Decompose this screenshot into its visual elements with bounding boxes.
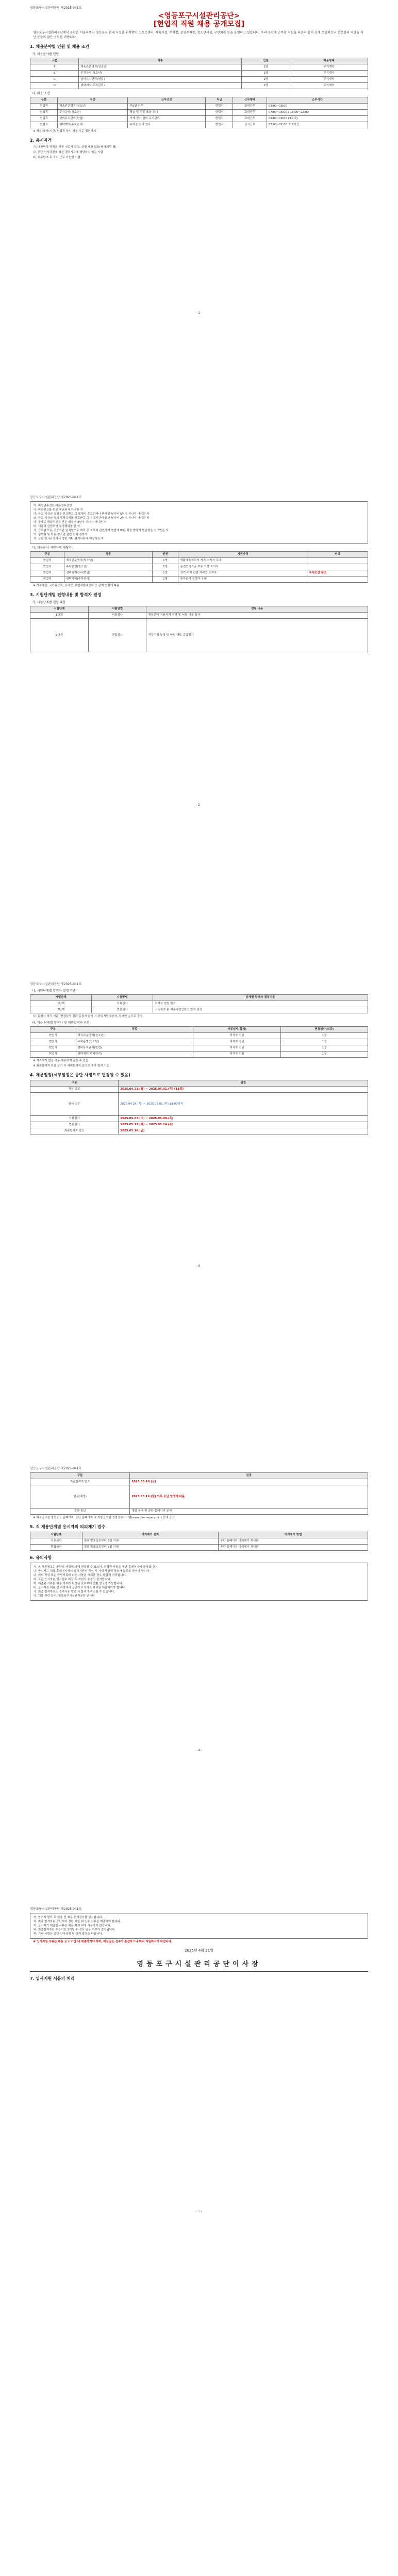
schedule-table: 구분 일정 채용 공고 2025.04.21.(월) ~ 2025.05.01.(목) [11일] 원서 접수 2025.04.24.(목) ~ 2025.05.01.(목) 18:00까지 서류심사 2025.05.07.(수) ~ 2025.05.08.(목) 면접심사 2025.05.13.(화) ~ 2025.05.14.(수) 최종합격자 발표 2025.05.16.(금) <box>30 1080 368 1134</box>
table-row: 서류심사 결과 발표일로부터 3일 이내 공단 홈페이지 이의제기 게시판 <box>30 1538 368 1545</box>
note: ※ 채용공고는 영등포구 홈페이지, 공단 홈페이지 및 지방공기업 경영정보시스템(www.cleaneye.go.kr) 등에 공고 <box>33 1516 175 1519</box>
list-item: 파. 기타 사항은 공단 인사규정 및 관계 법령을 따릅니다. <box>34 1933 103 1936</box>
table-row: 현업직 위탁계약(주차관리) 주차장 관리 업무 현업직 상시근무 07:00~22:00 중 8시간 <box>30 122 368 128</box>
list-item: 라. 금고 이상의 형의 집행유예를 선고받고 그 유예기간이 끝난 날부터 2년이 지나지 아니한 자 <box>34 517 150 520</box>
list-item: 나. 파산선고를 받고 복권되지 아니한 자 <box>34 509 83 512</box>
section-1-heading <box>30 44 368 49</box>
caution-list <box>30 1563 368 1601</box>
schedule-table-continued: 구분 일정 최종합격자 발표 2025.05.16.(금) 임용(예정) 2025.05.19.(월) 이후 공단 일정에 따름 결과 통보 개별 문자 및 공단 홈페이지 공지 <box>30 1472 368 1515</box>
section-2-heading: 2. 응시자격 <box>30 138 52 143</box>
table-header: 직종 <box>79 58 242 64</box>
table-row: 면접심사 2025.05.13.(화) ~ 2025.05.14.(수) <box>30 1122 368 1128</box>
table-row: 1단계 서류심사 채용분야 지원자격 적격 및 서류 내용 심사 <box>30 613 368 619</box>
recruitment-table <box>30 58 368 89</box>
table-row: 면접심사 결과 발표일로부터 3일 이내 공단 홈페이지 이의제기 게시판 <box>30 1545 368 1551</box>
table-row: 현업직 설비유지관리(현업) 1명 전기·기계 관련 자격증 소지자 우대조건 참조 <box>30 570 368 577</box>
running-header: 영등포구시설관리공단 제2025-041호 <box>30 6 82 10</box>
subsection-1-1: 가. 채용분야별 인원 <box>32 53 59 56</box>
list-item: 나. 응시자는 채용 홈페이지에서 입사지원서 작성 시 기재 사항에 착오가 없도록 하여야 합니다. <box>34 1570 151 1573</box>
table-row: C 설비유지관리(현업) 1명 무기계약 <box>30 77 368 83</box>
page-number: - 3 - <box>196 1264 202 1268</box>
pass-criteria-table: 시험단계 시험방법 단계별 합격자 결정기준 1단계 서류심사 적격자 전원 합격 2단계 면접심사 고득점자 순 채용예정인원의 합격 결정 <box>30 994 368 1013</box>
section-7-heading: 7. 입사지원 서류의 처리 <box>30 1976 75 1981</box>
table-row: 현업직 체육관운영직(청소년) 적격자 전원 1명 <box>30 1033 368 1039</box>
list-item: 자. 공단 인사규정에서 정한 기타 결격사유에 해당하는 자 <box>34 537 104 540</box>
page-number: - 4 - <box>196 1749 202 1752</box>
table-row: 원서 접수 2025.04.24.(목) ~ 2025.05.01.(목) 18:00까지 <box>30 1093 368 1116</box>
table-row: 채용 공고 2025.04.21.(월) ~ 2025.05.01.(목) [11일] <box>30 1087 368 1093</box>
table-row: 최종합격자 발표 2025.05.16.(금) <box>30 1128 368 1134</box>
document-page-5 <box>30 1906 368 2215</box>
screening-table: 시험단계 시험방법 전형 내용 1단계 서류심사 채용분야 지원자격 적격 및 서류 내용 심사 2단계 면접심사 직무수행 능력 및 인성·태도 종합평가 <box>30 606 368 652</box>
objection-table: 시험단계 이의제기 절차 이의제기 방법 서류심사 결과 발표일로부터 3일 이내 공단 홈페이지 이의제기 게시판 면접심사 결과 발표일로부터 3일 이내 공단 홈페이지 이의제기 게시판 <box>30 1532 368 1551</box>
stage-count-table: 구분 직종 서류심사(합격) 면접심사(최종) 현업직 체육관운영직(청소년) 적격자 전원 1명 현업직 주차운영(청소년) 적격자 전원 1명 현업직 설비유지관리(현업) 적격자 전원 1명 현업직 위탁계약(주차관리) 적격자 전원 1명 <box>30 1026 368 1058</box>
page-number: - 5 - <box>196 2210 202 2213</box>
table-row: 현업직 설비유지관리(현업) 적격자 전원 1명 <box>30 1045 368 1052</box>
table-row: 현업직 주차운영(청소년) 평일 및 주말 포함 교대 현업직 교대근무 07:00~16:00 / 13:00~22:00 <box>30 110 368 116</box>
highlight-note: ※ 입사지원 서류는 채용 공고 기간 내 제출하여야 하며, 마감일은 접수가 혼잡하오니 미리 지원하시기 바랍니다. <box>33 1940 173 1943</box>
list-item: 마. 제출된 서류는 채용 여부가 확정된 날로부터 반환 청구가 가능합니다. <box>34 1582 123 1585</box>
note: ※ 채용(계약)기간: 현업직 상시 채용 기준 정년까지 <box>33 130 96 133</box>
subsection: 가. 시험단계별 전형 내용 <box>32 601 66 604</box>
document-page-3 <box>30 981 368 1270</box>
note: ※ 적격자가 없을 경우 채용하지 않을 수 있음 <box>33 1059 89 1062</box>
disqualification-list <box>30 501 368 544</box>
table-row: 결과 통보 개별 문자 및 공단 홈페이지 공지 <box>30 1509 368 1515</box>
note: ※ 가점대상: 국가유공자, 장애인, 취업지원대상자 등 관계 법령에 따름 <box>33 584 120 587</box>
title-line-1: <영등포구시설관리공단> <box>158 12 240 20</box>
note: 다. 동점자 처리 기준: 면접심사 결과 동점자 발생 시 취업지원대상자, 장애인 순으로 결정 <box>33 1015 143 1018</box>
list-item: 차. 최종 합격자는 공단에서 정한 기한 내 임용 서류를 제출해야 합니다. <box>34 1920 121 1923</box>
list-item: 바. 채용과 관련하여 부정행위를 한 자 <box>34 525 80 528</box>
table-row: 2단계 면접심사 고득점자 순 채용예정인원의 합격 결정 <box>30 1007 368 1013</box>
table-header: 인원 <box>241 58 290 64</box>
section-number: 1. <box>30 44 35 49</box>
section-3-heading: 3. 시험단계별 전형내용 및 합격자 결정 <box>30 592 102 597</box>
issue-date: 2025년 4월 21일 <box>185 1948 213 1953</box>
conditions-table: 구분 직종 근무조건 직급 근무형태 근무시간 현업직 체육관운영직(청소년) 주5일 근무 현업직 교대근무 09:00~18:00 현업직 주차운영(청소년) 평일 및 주말 포함 교대 현업직 교대근무 07:00~16:00 / 13:00~22:00 현업직 설비유지관리(현업) 기계·전기 설비 유지관리 현업직 교대근무 09:00~18:00 (3교대) 현업직 위탁계약(주차관리) 주차장 관리 업무 현업직 상시근무 07:00~22:00 중 8시간 <box>30 97 368 128</box>
table-row: D 위탁계약(주차관리) 1명 무기계약 <box>30 83 368 89</box>
list-item: 다. 허위 작성 또는 증빙서류와 다른 사항을 기재한 경우 불합격 처리됩니다. <box>34 1574 127 1577</box>
table-row: 현업직 체육관운영직(청소년) 1명 생활체육지도자 자격 소지자 우대 <box>30 558 368 564</box>
section-title: 채용분야별 인원 및 채용 조건 <box>36 44 90 49</box>
list-item: 가. 본 채용공고는 공단의 사정에 의해 변경될 수 있으며, 변경된 사항은 공단 홈페이지에 공지합니다. <box>34 1566 158 1569</box>
list-item: 사. 공무원 또는 공공기관 임직원으로 재직 중 직무와 관련하여 형법에 따른 죄를 범하여 벌금형을 선고받은 자 <box>34 529 169 532</box>
table-row: 현업직 위탁계약(주차관리) 적격자 전원 1명 <box>30 1052 368 1058</box>
qualification-item: 가. 대한민국 국적을 가진 자로서 학력, 성별 제한 없음(병역의무 필) <box>33 146 117 149</box>
note: ※ 최종합격자 임용 포기 시 예비합격자 순으로 추가 합격 가능 <box>33 1064 109 1067</box>
table-row: B 주차운영(청소년) 1명 무기계약 <box>30 71 368 77</box>
document-page-4 <box>30 1466 368 1754</box>
table-row: 2단계 면접심사 직무수행 능력 및 인성·태도 종합평가 <box>30 619 368 652</box>
running-header: 영등포구시설관리공단 제2025-041호 <box>30 1907 82 1911</box>
divider <box>30 1971 368 1972</box>
list-item: 사. 최종 합격자라도 결격사유 발견 시 합격이 취소될 수 있습니다. <box>34 1590 115 1594</box>
caution-list-continued <box>30 1913 368 1939</box>
list-item: 카. 응시자가 제출한 서류는 채용 목적 외에 사용하지 않습니다. <box>34 1924 111 1927</box>
title-line-2: [현업직 직원 채용 공개모집] <box>153 20 245 28</box>
table-row: 현업직 주차운영(청소년) 적격자 전원 1명 <box>30 1039 368 1045</box>
table-header: 채용형태 <box>290 58 368 64</box>
list-item: 자. 합격자 발표 후 임용 전 채용 신체검사를 실시합니다. <box>34 1916 103 1919</box>
running-header: 영등포구시설관리공단 제2025-041호 <box>30 1467 82 1470</box>
list-item: 아. 성범죄 및 아동·청소년 관련 범죄 경력자 <box>34 533 88 536</box>
page-number: - 1 - <box>196 311 202 315</box>
running-header: 영등포구시설관리공단 제2025-041호 <box>30 496 82 499</box>
page-number: - 2 - <box>196 803 202 807</box>
qualification-item: 다. 최종합격 후 즉시 근무 가능한 사람 <box>33 156 80 159</box>
issuer-signature: 영등포구시설관리공단이사장 <box>137 1960 261 1968</box>
list-item: 마. 징계로 해임처분을 받은 때부터 3년이 지나지 아니한 자 <box>34 521 107 524</box>
table-row: 현업직 주차운영(청소년) 1명 운전면허 1종 보통 이상 소지자 <box>30 564 368 570</box>
list-item: 다. 금고 이상의 실형을 선고받고 그 집행이 종료되거나 면제된 날부터 5년이 지나지 아니한 자 <box>34 513 150 516</box>
list-item: 타. 최종합격자는 수습기간 3개월 후 정식 임용 여부가 결정됩니다. <box>34 1928 116 1931</box>
list-item: 라. 모든 응시자는 원서접수 마감 후 지원서 수정이 불가합니다. <box>34 1578 111 1581</box>
eligibility-table: 구분 직종 인원 지원자격 비고 현업직 체육관운영직(청소년) 1명 생활체육지도자 자격 소지자 우대 현업직 주차운영(청소년) 1명 운전면허 1종 보통 이상 소지자 현업직 설비유지관리(현업) 1명 전기·기계 관련 자격증 소지자 우대조건 참조 현업직 위탁계약(주차관리) 1명 주차관리 경력자 우대 <box>30 551 368 583</box>
running-header: 영등포구시설관리공단 제2025-041호 <box>30 982 82 986</box>
table-row: 현업직 설비유지관리(현업) 기계·전기 설비 유지관리 현업직 교대근무 09:00~18:00 (3교대) <box>30 116 368 122</box>
intro-paragraph: 영등포구시설관리공단에서 공단은 서울특별시 영등포구 관내 시설을 위탁받아 스포츠센터, 체육시설, 주차장, 공영주차장, 청소년시설, 구민회관 등을 운영하고 있습니다. 우리 공단에 근무할 직원을 다음과 같이 공개 모집하오니 전문성과 역량을 지닌 분들의 많은 응모를 바랍니다. <box>33 31 363 39</box>
table-row: 현업직 위탁계약(주차관리) 1명 주차관리 경력자 우대 <box>30 577 368 583</box>
table-header: 구분 <box>30 58 79 64</box>
table-row: 임용(예정) 2025.05.19.(월) 이후 공단 일정에 따름 <box>30 1485 368 1509</box>
table-row: 1단계 서류심사 적격자 전원 합격 <box>30 1001 368 1007</box>
subsection: 나. 시험단계별 합격자 결정 기준 <box>32 989 76 993</box>
subsection: 라. 채용 단계별 합격자 및 예비합격자 인원 <box>32 1021 90 1025</box>
document-page-2 <box>30 495 368 809</box>
table-row: 현업직 체육관운영직(청소년) 주5일 근무 현업직 교대근무 09:00~18:00 <box>30 104 368 110</box>
qualification-item: 나. 공단 인사규정에 따른 결격사유에 해당하지 않는 사람 <box>33 151 104 154</box>
section-4-heading: 4. 채용일정(세부일정은 공단 사정으로 변경될 수 있음) <box>30 1073 130 1077</box>
document-page-1 <box>30 5 368 317</box>
table-row: 서류심사 2025.05.07.(수) ~ 2025.05.08.(목) <box>30 1116 368 1122</box>
subsection-1-2: 나. 채용 조건 <box>32 92 50 95</box>
table-row: 최종합격자 발표 2025.05.16.(금) <box>30 1479 368 1485</box>
document-title <box>140 12 258 28</box>
list-item: 바. 응시자는 채용 전 과정에서 공단이 요청하는 자료를 제출하여야 합니다. <box>34 1586 126 1589</box>
section-5-heading: 5. 직 채용단계별 응시자의 의의제기 접수 <box>30 1524 106 1529</box>
subsection: 다. 채용분야 지원자격 해당자 <box>32 546 72 550</box>
list-item: 가. 피성년후견인·피한정후견인 <box>34 504 72 507</box>
list-item: 아. 채용 관련 문의: 영등포구시설관리공단 인사팀 <box>34 1595 95 1598</box>
table-row: A 체육관운영직(청소년) 1명 무기계약 <box>30 64 368 71</box>
section-6-heading: 6. 유의사항 <box>30 1555 52 1560</box>
